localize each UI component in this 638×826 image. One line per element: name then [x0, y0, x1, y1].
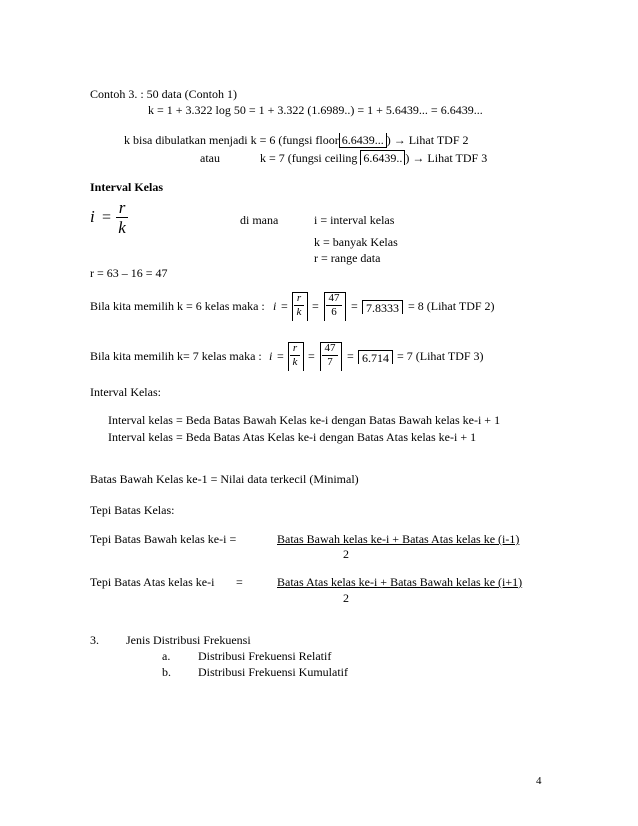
- bila6-rk-fraction: [294, 293, 304, 318]
- ceil-line: [260, 152, 487, 164]
- bila7-eq3: =: [347, 349, 354, 363]
- def-k: k = banyak Kelas: [314, 235, 398, 249]
- ceil-prefix: k = 7 (fungsi ceiling: [260, 151, 358, 165]
- contoh-heading: Contoh 3. : 50 data (Contoh 1): [90, 87, 237, 101]
- jenis-item-a-label: Distribusi Frekuensi Relatif: [198, 649, 332, 663]
- page-number: 4: [536, 775, 542, 787]
- bila7-rk-fraction: [290, 343, 300, 368]
- bila7-eq2: =: [308, 349, 315, 363]
- def-r: r = range data: [314, 251, 381, 265]
- bila6-eq1: =: [281, 299, 288, 313]
- jenis-title: Jenis Distribusi Frekuensi: [126, 633, 251, 647]
- def-i: i = interval kelas: [314, 213, 395, 227]
- bila7-i: i: [269, 349, 273, 363]
- formula-eq: =: [102, 209, 112, 226]
- floor-prefix: k bisa dibulatkan menjadi k = 6 (fungsi floor: [124, 133, 339, 147]
- bila7-ceil-value: 6.714: [358, 350, 393, 364]
- range-line: r = 63 – 16 = 47: [90, 266, 168, 280]
- bila7-k: k: [292, 356, 298, 368]
- bila6-text: Bila kita memilih k = 6 kelas maka :: [90, 299, 265, 313]
- ceil-value: 6.6439..: [360, 150, 405, 165]
- bila6-r: r: [296, 292, 302, 304]
- tepi-atas-label: Tepi Batas Atas kelas ke-i: [90, 575, 215, 589]
- jenis-item-a-marker: a.: [162, 649, 171, 663]
- floor-line: [124, 134, 469, 146]
- tepi-bawah-numerator: Batas Bawah kelas ke-i + Batas Atas kelas ke (i-1): [277, 532, 520, 546]
- floor-suffix: ) → Lihat TDF 2: [386, 133, 469, 147]
- bila6-den: 6: [331, 306, 337, 318]
- interval-kelas-line2: Interval kelas = Beda Batas Atas Kelas ke-i dengan Batas Atas kelas ke-i + 1: [108, 430, 477, 444]
- interval-kelas-line1: Interval kelas = Beda Batas Bawah Kelas ke-i dengan Batas Bawah kelas ke-i + 1: [108, 413, 501, 427]
- bila6-eq2: =: [312, 299, 319, 313]
- bila7-num-fraction: [322, 343, 338, 368]
- bila7-r: r: [292, 342, 298, 354]
- bila6-num: 47: [328, 292, 340, 304]
- bila7-eq1: =: [277, 349, 284, 363]
- bila6-i: i: [273, 299, 277, 313]
- formula-i: i: [90, 207, 95, 226]
- jenis-number: 3.: [90, 633, 99, 647]
- k-formula-line: k = 1 + 3.322 log 50 = 1 + 3.322 (1.6989..) = 1 + 5.6439... = 6.6439...: [148, 103, 483, 117]
- tepi-bawah-label: Tepi Batas Bawah kelas ke-i =: [90, 532, 237, 546]
- jenis-item-b-label: Distribusi Frekuensi Kumulatif: [198, 665, 348, 679]
- jenis-item-b-marker: b.: [162, 665, 171, 679]
- formula-denominator: k: [118, 218, 126, 237]
- bila7-den: 7: [327, 356, 333, 368]
- bila7-num: 47: [324, 342, 336, 354]
- tepi-bawah-denominator: 2: [343, 547, 349, 561]
- bila6-k: k: [296, 306, 302, 318]
- interval-kelas-subtitle: Interval Kelas:: [90, 385, 161, 399]
- bila6-result: = 8 (Lihat TDF 2): [408, 299, 495, 313]
- di-mana-label: di mana: [240, 213, 279, 227]
- tepi-title: Tepi Batas Kelas:: [90, 503, 175, 517]
- ceil-atau: atau: [200, 151, 220, 165]
- formula-fraction: [116, 199, 128, 236]
- tepi-atas-denominator: 2: [343, 591, 349, 605]
- batas-bawah-line: Batas Bawah Kelas ke-1 = Nilai data terkecil (Minimal): [90, 472, 359, 486]
- bila6-num-fraction: [326, 293, 342, 318]
- tepi-atas-numerator: Batas Atas kelas ke-i + Batas Bawah kelas ke (i+1): [277, 575, 523, 589]
- ceil-suffix: ) → Lihat TDF 3: [405, 151, 488, 165]
- floor-value: 6.6439...: [339, 133, 387, 148]
- interval-kelas-title: Interval Kelas: [90, 180, 163, 194]
- bila7-text: Bila kita memilih k= 7 kelas maka :: [90, 349, 262, 363]
- tepi-atas-eq: =: [236, 575, 243, 589]
- bila7-result: = 7 (Lihat TDF 3): [397, 349, 484, 363]
- formula-numerator: r: [118, 198, 126, 217]
- bila6-ceil-value: 7.8333: [362, 300, 403, 314]
- bila6-eq3: =: [351, 299, 358, 313]
